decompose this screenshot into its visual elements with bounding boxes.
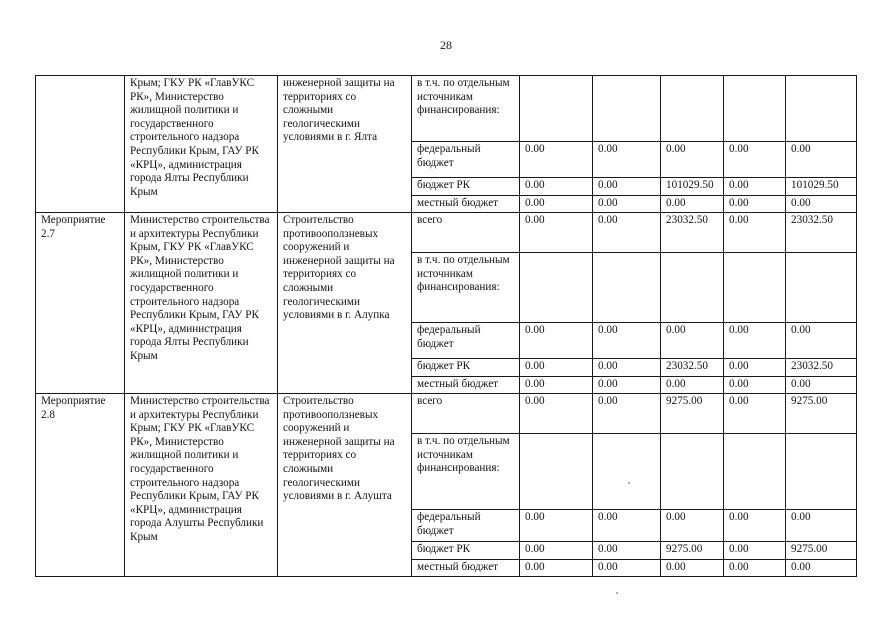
- value-2020-cell: [661, 253, 724, 323]
- value-2020-cell: [661, 76, 724, 142]
- funding-source-cell: бюджет РК: [412, 542, 520, 560]
- value-2020-cell: 0.00: [661, 323, 724, 359]
- value-2019-cell: 0.00: [593, 142, 661, 178]
- value-2018-cell: 0.00: [520, 213, 593, 253]
- value-2019-cell: 0.00: [593, 542, 661, 560]
- table-row: [36, 213, 857, 253]
- funding-source-cell: федеральный бюджет: [412, 142, 520, 178]
- value-total-cell: 0.00: [786, 142, 857, 178]
- value-2018-cell: 0.00: [520, 142, 593, 178]
- scan-speck: [616, 592, 618, 594]
- value-2021-cell: [724, 434, 786, 510]
- event-cell: Мероприятие 2.7: [36, 213, 125, 394]
- value-total-cell: 0.00: [786, 377, 857, 394]
- funding-source-cell: всего: [412, 213, 520, 253]
- value-2019-cell: 0.00: [593, 196, 661, 213]
- funding-source-cell: местный бюджет: [412, 560, 520, 577]
- event-name-cell: Строительство противооползневых сооружений и инженерной защиты на территориях со сложными геологическими условиями в г. Алушта: [278, 394, 412, 577]
- value-2018-cell: [520, 434, 593, 510]
- value-2020-cell: 0.00: [661, 142, 724, 178]
- funding-source-cell: федеральный бюджет: [412, 510, 520, 542]
- value-2020-cell: 23032.50: [661, 213, 724, 253]
- event-name-cell: Строительство противооползневых сооружений и инженерной защиты на территориях со сложными геологическими условиями в г. Алупка: [278, 213, 412, 394]
- value-2021-cell: 0.00: [724, 359, 786, 377]
- value-2020-cell: 23032.50: [661, 359, 724, 377]
- responsible-executors-cell: Министерство строительства и архитектуры Республики Крым; ГКУ РК «ГлавУКС РК», Министерство жилищной политики и государственного строительного надзора Республики Крым, ГАУ РК «КРЦ», администрация города Алушты Республики Крым: [125, 394, 278, 577]
- financing-table: [35, 75, 857, 577]
- value-total-cell: 0.00: [786, 510, 857, 542]
- funding-source-cell: в т.ч. по отдельным источникам финансирования:: [412, 76, 520, 142]
- value-2021-cell: [724, 253, 786, 323]
- value-2020-cell: 0.00: [661, 377, 724, 394]
- value-2019-cell: [593, 76, 661, 142]
- value-2019-cell: 0.00: [593, 359, 661, 377]
- value-2018-cell: 0.00: [520, 323, 593, 359]
- value-total-cell: [786, 253, 857, 323]
- value-total-cell: 0.00: [786, 560, 857, 577]
- value-2021-cell: 0.00: [724, 196, 786, 213]
- funding-source-cell: в т.ч. по отдельным источникам финансирования:: [412, 434, 520, 510]
- scan-speck: [628, 482, 630, 484]
- value-2019-cell: [593, 434, 661, 510]
- value-total-cell: 9275.00: [786, 542, 857, 560]
- value-total-cell: [786, 76, 857, 142]
- funding-source-cell: местный бюджет: [412, 377, 520, 394]
- event-cell: [36, 76, 125, 213]
- value-2018-cell: 0.00: [520, 178, 593, 196]
- value-2020-cell: [661, 434, 724, 510]
- value-2020-cell: 0.00: [661, 510, 724, 542]
- value-total-cell: 101029.50: [786, 178, 857, 196]
- value-2019-cell: 0.00: [593, 213, 661, 253]
- event-cell: Мероприятие 2.8: [36, 394, 125, 577]
- value-2020-cell: 101029.50: [661, 178, 724, 196]
- value-total-cell: 0.00: [786, 323, 857, 359]
- responsible-executors-cell: Министерство строительства и архитектуры Республики Крым, ГКУ РК «ГлавУКС РК», Министерство жилищной политики и государственного строительного надзора Республики Крым, ГАУ РК «КРЦ», администрация города Ялты Республики Крым: [125, 213, 278, 394]
- table-row: [36, 76, 857, 142]
- value-total-cell: 0.00: [786, 196, 857, 213]
- value-2018-cell: 0.00: [520, 510, 593, 542]
- value-2018-cell: 0.00: [520, 394, 593, 434]
- value-2021-cell: 0.00: [724, 142, 786, 178]
- value-total-cell: [786, 434, 857, 510]
- funding-source-cell: в т.ч. по отдельным источникам финансирования:: [412, 253, 520, 323]
- value-2021-cell: 0.00: [724, 542, 786, 560]
- value-2018-cell: [520, 76, 593, 142]
- value-2019-cell: 0.00: [593, 560, 661, 577]
- value-2018-cell: 0.00: [520, 377, 593, 394]
- value-total-cell: 23032.50: [786, 359, 857, 377]
- value-2020-cell: 9275.00: [661, 542, 724, 560]
- responsible-executors-cell: Крым; ГКУ РК «ГлавУКС РК», Министерство жилищной политики и государственного строительного надзора Республики Крым, ГАУ РК «КРЦ», администрация города Ялты Республики Крым: [125, 76, 278, 213]
- value-2021-cell: [724, 76, 786, 142]
- value-2021-cell: 0.00: [724, 178, 786, 196]
- funding-source-cell: местный бюджет: [412, 196, 520, 213]
- value-2020-cell: 0.00: [661, 196, 724, 213]
- value-2018-cell: [520, 253, 593, 323]
- funding-source-cell: бюджет РК: [412, 178, 520, 196]
- event-name-cell: инженерной защиты на территориях со сложными геологическими условиями в г. Ялта: [278, 76, 412, 213]
- value-2018-cell: 0.00: [520, 359, 593, 377]
- table-row: [36, 394, 857, 434]
- value-2020-cell: 0.00: [661, 560, 724, 577]
- value-2021-cell: 0.00: [724, 394, 786, 434]
- funding-source-cell: бюджет РК: [412, 359, 520, 377]
- value-2019-cell: 0.00: [593, 394, 661, 434]
- value-2019-cell: 0.00: [593, 377, 661, 394]
- value-2021-cell: 0.00: [724, 560, 786, 577]
- page-number: 28: [440, 38, 452, 52]
- value-2018-cell: 0.00: [520, 196, 593, 213]
- funding-source-cell: всего: [412, 394, 520, 434]
- value-2021-cell: 0.00: [724, 510, 786, 542]
- value-2019-cell: 0.00: [593, 178, 661, 196]
- value-2019-cell: 0.00: [593, 323, 661, 359]
- value-2021-cell: 0.00: [724, 377, 786, 394]
- value-2018-cell: 0.00: [520, 542, 593, 560]
- value-total-cell: 23032.50: [786, 213, 857, 253]
- value-2018-cell: 0.00: [520, 560, 593, 577]
- value-2019-cell: [593, 253, 661, 323]
- value-2021-cell: 0.00: [724, 323, 786, 359]
- value-total-cell: 9275.00: [786, 394, 857, 434]
- value-2019-cell: 0.00: [593, 510, 661, 542]
- funding-source-cell: федеральный бюджет: [412, 323, 520, 359]
- value-2021-cell: 0.00: [724, 213, 786, 253]
- value-2020-cell: 9275.00: [661, 394, 724, 434]
